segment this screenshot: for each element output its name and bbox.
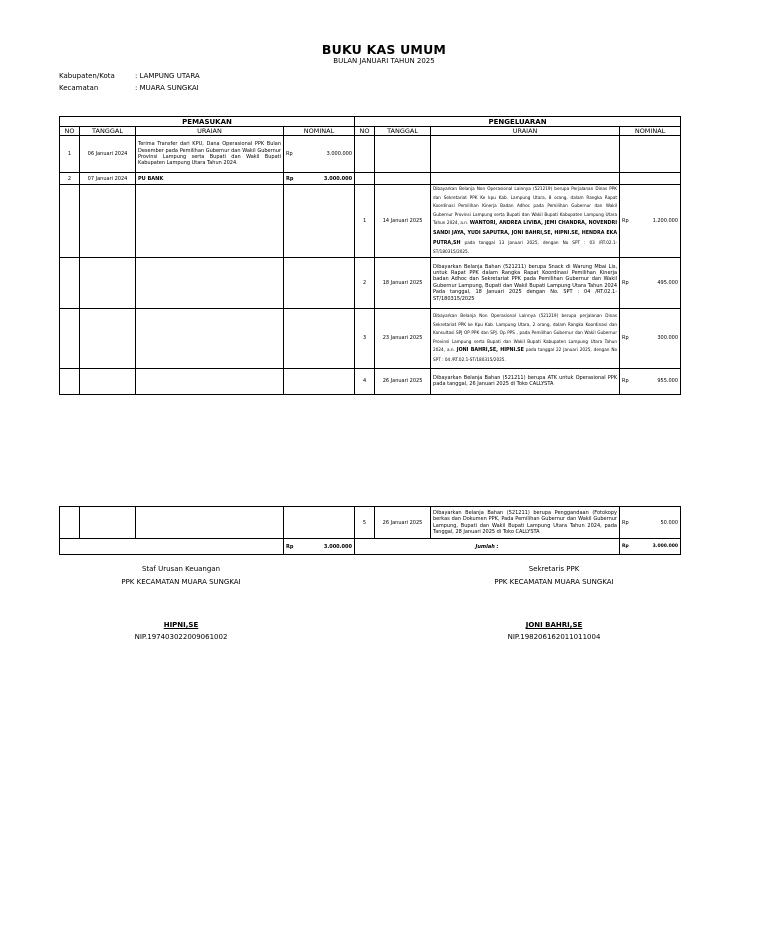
out-2-rp: Rp bbox=[622, 279, 629, 286]
col-tanggal-in: TANGGAL bbox=[80, 127, 136, 136]
col-nominal-out: NOMINAL bbox=[620, 127, 681, 136]
jumlah-label: Jumlah : bbox=[355, 539, 620, 555]
col-uraian-in: URAIAN bbox=[136, 127, 284, 136]
out-3-rp: Rp bbox=[622, 335, 629, 342]
table-row bbox=[60, 257, 681, 308]
col-no-out: NO bbox=[355, 127, 375, 136]
sig-left-org: PPK KECAMATAN MUARA SUNGKAI bbox=[121, 578, 241, 586]
in-1-tanggal: 06 Januari 2024 bbox=[80, 136, 136, 173]
table-row bbox=[60, 173, 681, 185]
kas-table bbox=[59, 116, 681, 395]
out-5-tanggal: 26 Januari 2025 bbox=[375, 507, 431, 539]
out-2-tanggal: 18 Januari 2025 bbox=[375, 257, 431, 308]
out-4-nominal: 955.000 bbox=[657, 378, 679, 385]
table-row bbox=[60, 185, 681, 258]
kabupaten-label: Kabupaten/Kota bbox=[59, 72, 115, 80]
col-tanggal-out: TANGGAL bbox=[375, 127, 431, 136]
sig-right-org: PPK KECAMATAN MUARA SUNGKAI bbox=[494, 578, 614, 586]
in-1-nominal: 3.000.000 bbox=[326, 151, 353, 157]
sig-right-nip: NIP.198206162011011004 bbox=[507, 633, 601, 641]
out-4-rp: Rp bbox=[622, 378, 629, 385]
out-5-nominal: 50.000 bbox=[660, 519, 678, 526]
kas-table-continued bbox=[59, 506, 681, 555]
table-row bbox=[60, 368, 681, 394]
out-4-tanggal: 26 Januari 2025 bbox=[375, 368, 431, 394]
in-2-rp: Rp bbox=[286, 175, 294, 182]
col-no-in: NO bbox=[60, 127, 80, 136]
sig-right-role: Sekretaris PPK bbox=[528, 565, 580, 573]
document-subtitle: BULAN JANUARI TAHUN 2025 bbox=[333, 57, 435, 65]
in-2-nominal: 3.000.000 bbox=[323, 175, 353, 182]
pengeluaran-header: PENGELUARAN bbox=[355, 117, 681, 127]
out-2-no: 2 bbox=[355, 257, 375, 308]
out-3-tanggal: 23 Januari 2025 bbox=[375, 308, 431, 368]
table-row bbox=[60, 507, 681, 539]
in-2-no: 2 bbox=[60, 173, 80, 185]
in-1-uraian: Terima Transfer dari KPU, Dana Operasional PPK Bulan Desember pada Pemilihan Gubernur dan Wakil Gubernur Provinsi Lampung serta Bupati dan Wakil Bupati Kabupaten Lampung Utara Tahun 2024. bbox=[136, 136, 284, 173]
in-1-no: 1 bbox=[60, 136, 80, 173]
out-1-no: 1 bbox=[355, 185, 375, 258]
out-3-no: 3 bbox=[355, 308, 375, 368]
total-in-rp: Rp bbox=[286, 543, 294, 550]
col-uraian-out: URAIAN bbox=[431, 127, 620, 136]
meta-block bbox=[59, 72, 319, 94]
kecamatan-label: Kecamatan bbox=[59, 84, 99, 92]
sig-left-name: HIPNI,SE bbox=[163, 621, 199, 629]
total-row bbox=[60, 539, 681, 555]
out-2-nominal: 495.000 bbox=[657, 279, 679, 286]
total-pemasukan: 3.000.000 bbox=[323, 543, 352, 550]
out-1-uraian: Dibayarkan Belanja Non Operasional Lainnya (521219) berupa Perjalanan Dinas PPK dan Sekretariat PPK Ke kpu Kab. Lampung Utara, 8 orang, dalam Rangka Rapat Koordinasi Pemilihan Kinerja Badan Adhoc pada Pemilihan Gubernur dan Wakil Gubernur Provinsi Lampung serta Bupati dan Wakil Bupati Kabupaten Lampung Utara Tahun 2024, a.n. WANTORI, ANDREA LIVIBA, JEMI CHANDRA, NOVENDRI SANDI JAYA, YUDI SAPUTRA, JONI BAHRI,SE, HIPNI.SE, HENDRA EKA PUTRA,SH pada tanggal 13 Januari 2025, dengan No SPT : 03 /RT.02.1-ST/180315/2025. bbox=[431, 185, 620, 258]
out-1-tanggal: 14 Januari 2025 bbox=[375, 185, 431, 258]
pemasukan-header: PEMASUKAN bbox=[60, 117, 355, 127]
document-title: BUKU KAS UMUM bbox=[321, 42, 447, 57]
out-1-rp: Rp bbox=[622, 217, 629, 224]
out-4-no: 4 bbox=[355, 368, 375, 394]
in-2-uraian: PU BANK bbox=[136, 173, 284, 185]
out-1-nominal: 1.200.000 bbox=[652, 217, 679, 224]
kecamatan-value: : MUARA SUNGKAI bbox=[135, 84, 199, 92]
col-nominal-in: NOMINAL bbox=[284, 127, 355, 136]
kabupaten-value: : LAMPUNG UTARA bbox=[135, 72, 200, 80]
out-5-uraian: Dibayarkan Belanja Bahan (521211) berupa Penggandaan (Fotokopy berkas dan Dokumen PPK, Pada Pemilihan Gubernur dan Wakil Gubernur Lampung, Bupati dan Wakil Bupati Lampung Utara Tahun 2024, pada Tanggal, 28 Januari 2025 di Toko CALLYSTA bbox=[431, 507, 620, 539]
total-pengeluaran: 3.000.000 bbox=[652, 544, 678, 549]
in-1-rp: Rp bbox=[286, 151, 293, 157]
sig-right-name: JONI BAHRI,SE bbox=[525, 621, 583, 629]
sig-left-role: Staf Urusan Keuangan bbox=[141, 565, 221, 573]
out-3-uraian: Dibayarkan Belanja Non Operasional Lainnya (521219) berupa perjalanan Dinas Sekretariat PPK ke Kpu Kab. Lampung Utara, 2 orang, dalam Rangka Koordinasi dan Konsultasi SPJ OP PPK dan SPJ. Op PPS , pada Pemilihan Gubernur dan Wakil Gubernur Provinsi Lampung serta Bupati dan Wakil Bupati Kabupaten Lampung Utara Tahun 2024, a.n. JONI BAHRI,SE, HIPNI.SE pada tanggal 22 Januari 2025, dengan No SPT : 04 /RT.02.1-ST/180315/2025. bbox=[431, 308, 620, 368]
out-2-uraian: Dibayarkan Belanja Bahan (521211) berupa Snack di Warung Mbai Lis, untuk Rapat PPK dalam Rangka Rapat Koordinasi Pemilihan Kinerja badan Adhoc dan Sekretariat PPK pada Pemilihan Gubernur dan Wakil Gubernur Lampung, Bupati dan Wakil Bupati Lampung Utara Tahun 2024 Pada tanggal, 18 Januari 2025 dengan No. SPT : 04 /RT.02.1-ST/180315/2025 bbox=[431, 257, 620, 308]
total-out-rp: Rp bbox=[622, 544, 629, 549]
table-row bbox=[60, 136, 681, 173]
in-2-tanggal: 07 Januari 2024 bbox=[80, 173, 136, 185]
out-5-no: 5 bbox=[355, 507, 375, 539]
out-4-uraian: Dibayarkan Belanja Bahan (521211) berupa ATK untuk Operasional PPK pada tanggal, 26 Januari 2025 di Toko CALLYSTA bbox=[431, 368, 620, 394]
out-5-rp: Rp bbox=[622, 519, 629, 526]
out-3-nominal: 300.000 bbox=[657, 335, 679, 342]
table-row bbox=[60, 308, 681, 368]
sig-left-nip: NIP.197403022009061002 bbox=[134, 633, 228, 641]
